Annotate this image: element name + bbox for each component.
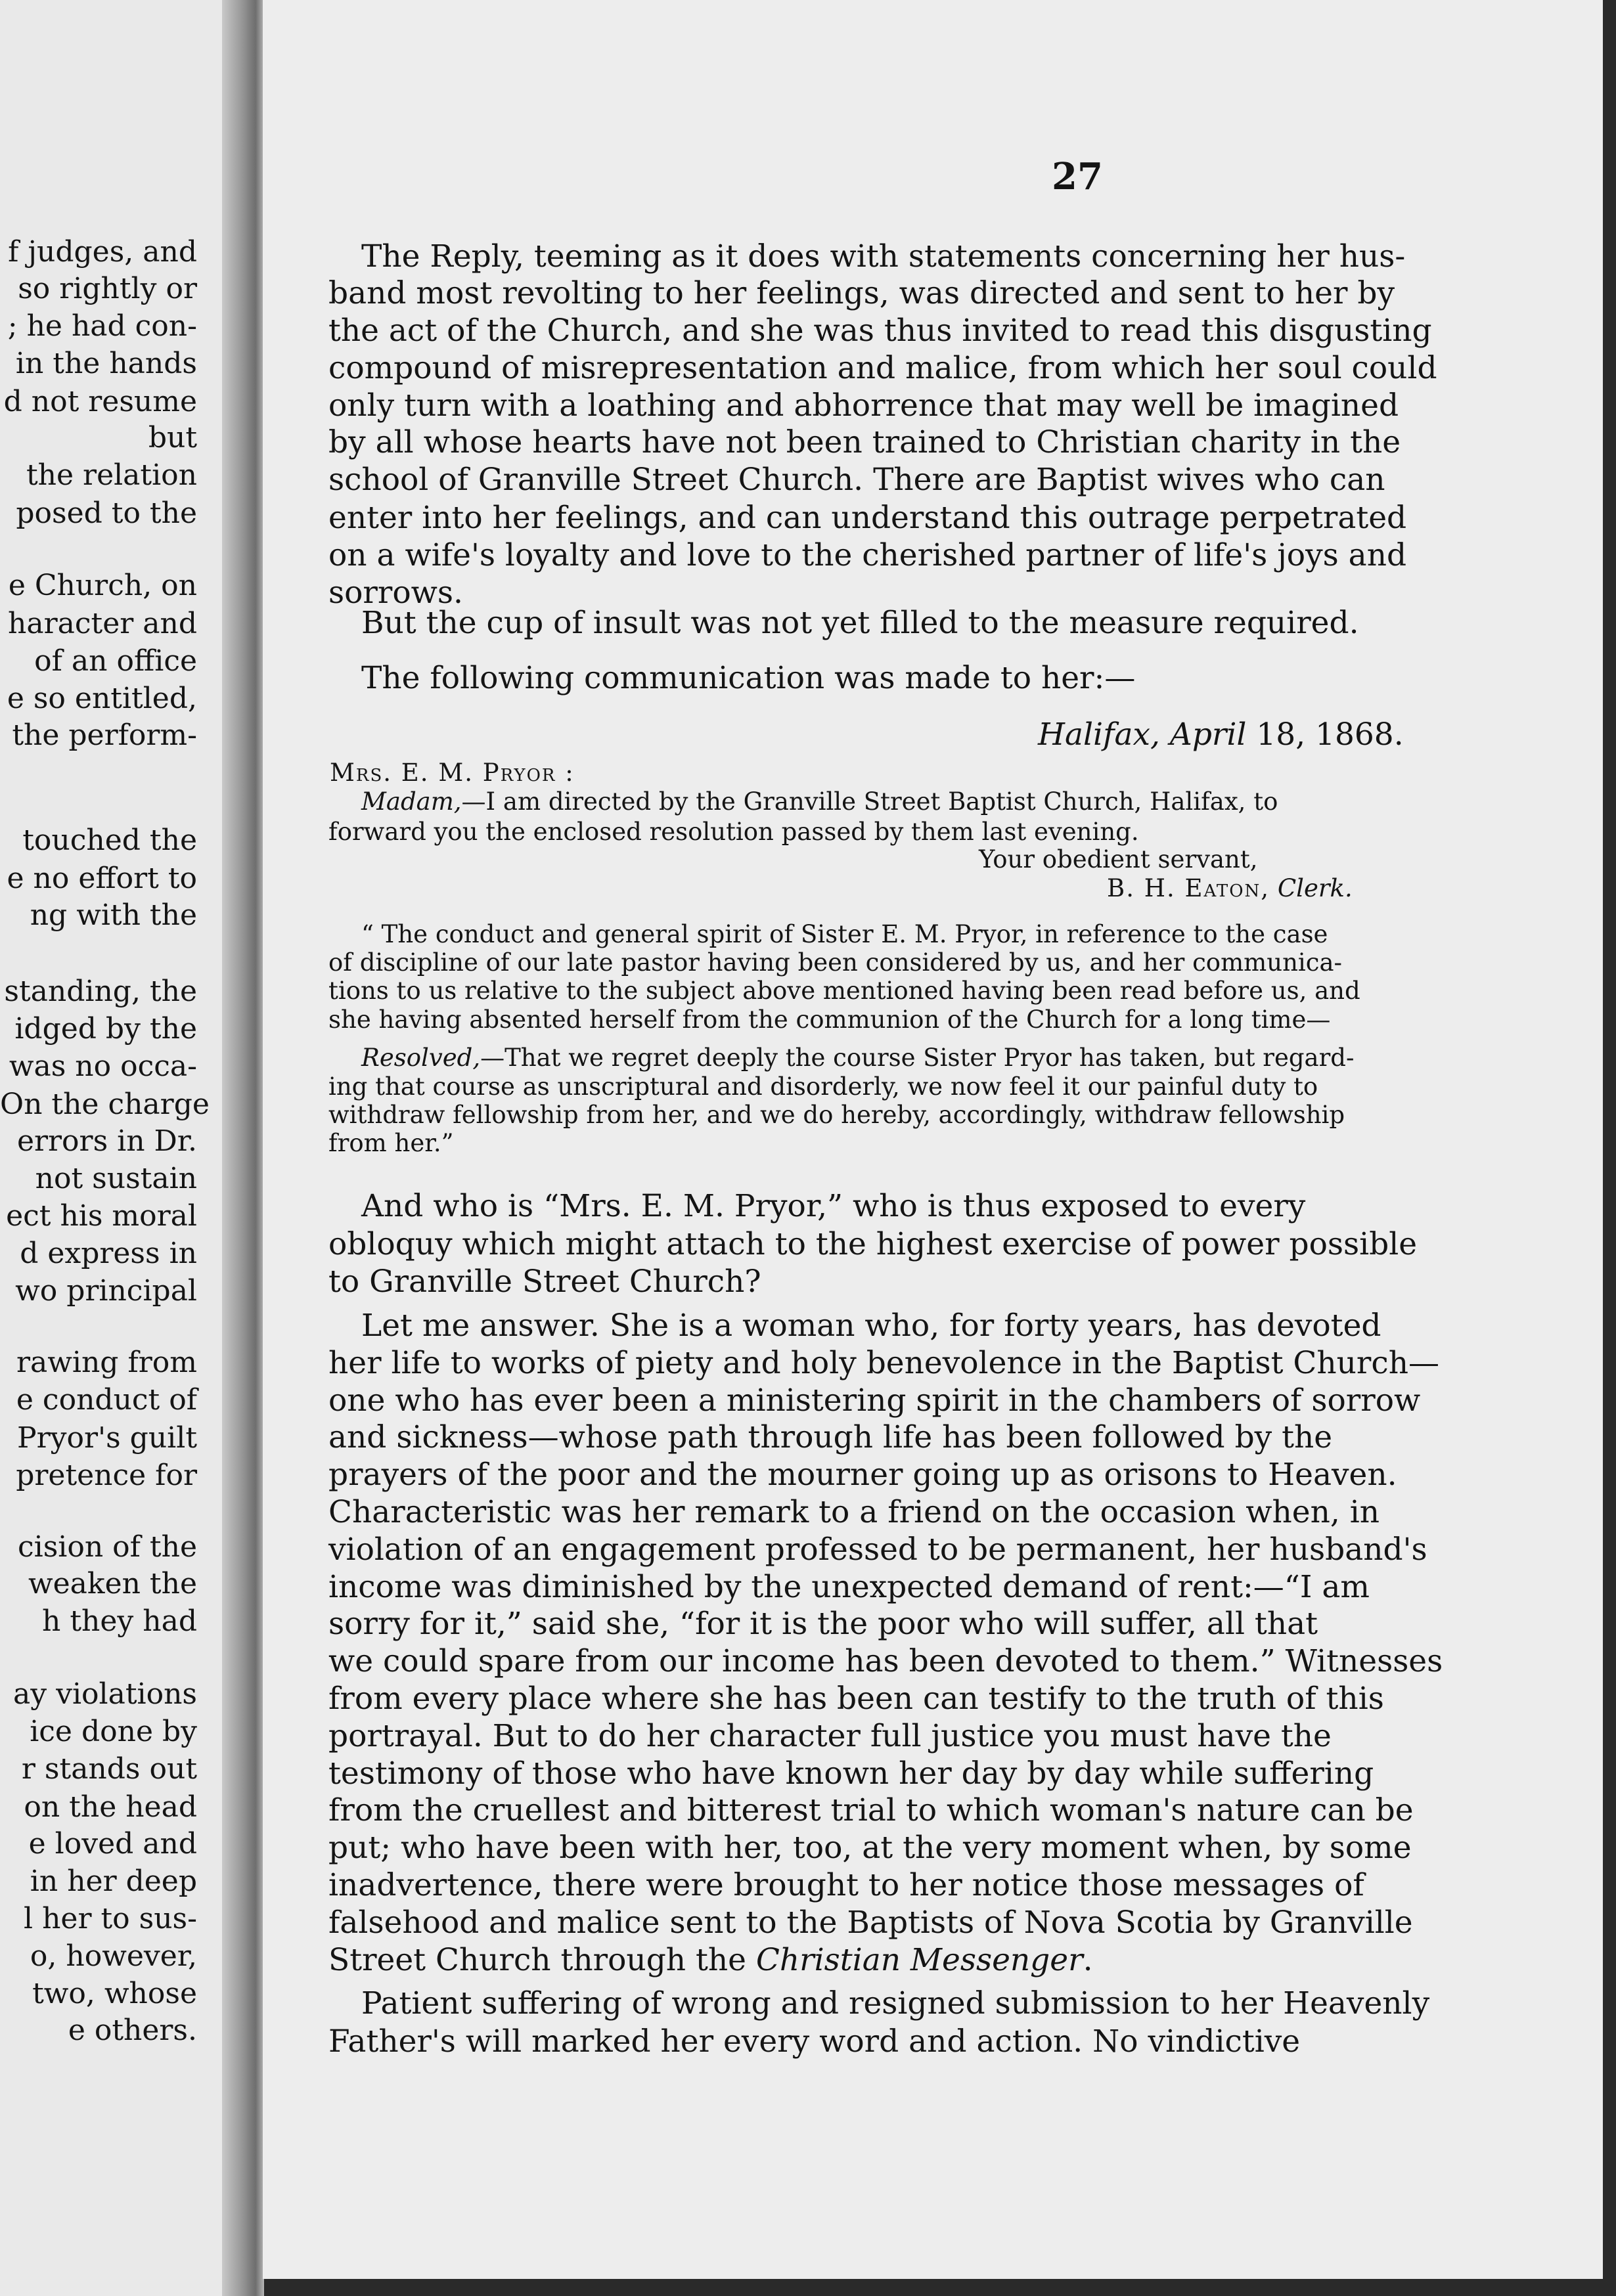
left-page-line-fragment: not sustain [35, 1162, 197, 1195]
answer-text: Street Church through the [328, 1942, 756, 1978]
left-page-line-fragment: h they had [42, 1604, 197, 1638]
left-page-line-fragment: in the hands [15, 347, 197, 380]
left-page-line-fragment: idged by the [14, 1012, 197, 1046]
letter-place: Halifax, [1038, 717, 1160, 753]
left-page-line-fragment: touched the [22, 824, 197, 857]
letter-body-line [361, 787, 1278, 817]
answer-paragraph-line: falsehood and malice sent to the Baptists of Nova Scotia by Granville [328, 1904, 1413, 1941]
reply-paragraph-line: The Reply, teeming as it does with statements concerning her hus- [361, 238, 1406, 275]
resolution-line: tions to us relative to the subject above mentioned having been read before us, and [328, 977, 1360, 1005]
reply-paragraph-line: enter into her feelings, and can understand this outrage perpetrated [328, 500, 1407, 536]
left-page-line-fragment: standing, the [4, 975, 197, 1008]
resolved-line: withdraw fellowship from her, and we do hereby, accordingly, withdraw fellowship [328, 1101, 1345, 1129]
closing-paragraph-line: Father's will marked her every word and action. No vindictive [328, 2023, 1301, 2060]
left-page-line-fragment: on the head [24, 1790, 197, 1824]
answer-text-end: . [1083, 1942, 1093, 1978]
reply-paragraph-line: school of Granville Street Church. There are Baptist wives who can [328, 462, 1385, 498]
left-page-line-fragment: l her to sus- [24, 1902, 197, 1935]
answer-paragraph-line: from every place where she has been can testify to the truth of this [328, 1681, 1384, 1717]
left-page-line-fragment: d not resume [3, 385, 197, 418]
question-paragraph-line: obloquy which might attach to the highest exercise of power possible [328, 1226, 1418, 1262]
answer-paragraph-line: we could spare from our income has been devoted to them.” Witnesses [328, 1643, 1443, 1680]
left-page-line-fragment: ect his moral [6, 1199, 197, 1233]
left-page-line-fragment: rawing from [16, 1346, 197, 1379]
left-page-line-fragment: in her deep [30, 1865, 197, 1898]
left-page-edge [0, 0, 223, 2296]
answer-paragraph-line: portrayal. But to do her character full justice you must have the [328, 1717, 1332, 1754]
left-page-line-fragment: e Church, on [8, 569, 197, 602]
left-page-line-fragment: of an office [34, 644, 197, 678]
left-page-line-fragment: wo principal [15, 1274, 197, 1308]
resolved-label: Resolved, [361, 1044, 481, 1072]
left-page-line-fragment: weaken the [28, 1567, 197, 1601]
answer-paragraph-line [328, 1941, 1093, 1979]
answer-paragraph-line: from the cruellest and bitterest trial to which woman's nature can be [328, 1792, 1414, 1829]
left-page-line-fragment: e so entitled, [7, 682, 197, 715]
letter-date-month: April [1169, 717, 1247, 753]
right-page [263, 0, 1603, 2279]
question-paragraph-line: And who is “Mrs. E. M. Pryor,” who is thus exposed to every [361, 1188, 1306, 1224]
left-page-line-fragment: d express in [20, 1237, 197, 1270]
left-page-line-fragment: e loved and [28, 1827, 197, 1861]
letter-body-text: —I am directed by the Granville Street Baptist Church, Halifax, to [461, 787, 1278, 816]
closing-paragraph-line: Patient suffering of wrong and resigned submission to her Heavenly [361, 1985, 1430, 2021]
insult-paragraph: But the cup of insult was not yet filled to the measure required. [361, 605, 1359, 641]
page-number: 27 [1052, 155, 1103, 198]
left-page-line-fragment: but [148, 421, 197, 454]
answer-paragraph-line: inadvertence, there were brought to her notice those messages of [328, 1867, 1364, 1903]
left-page-line-fragment: f judges, and [8, 235, 197, 269]
answer-paragraph-line: testimony of those who have known her day by day while suffering [328, 1755, 1374, 1792]
left-page-line-fragment: r stands out [21, 1752, 197, 1786]
reply-paragraph-line: on a wife's loyalty and love to the cherished partner of life's joys and [328, 537, 1407, 573]
answer-paragraph-line: prayers of the poor and the mourner going up as orisons to Heaven. [328, 1457, 1397, 1493]
left-page-line-fragment: e conduct of [16, 1383, 197, 1417]
left-page-line-fragment: pretence for [16, 1459, 197, 1492]
letter-signer: B. H. Eaton, [1107, 874, 1270, 902]
letter-addressee: Mrs. E. M. Pryor : [330, 759, 575, 787]
answer-paragraph-line: Characteristic was her remark to a friend on the occasion when, in [328, 1494, 1380, 1530]
reply-paragraph-line: the act of the Church, and she was thus invited to read this disgusting [328, 313, 1432, 349]
resolution-line: she having absented herself from the communion of the Church for a long time— [328, 1005, 1331, 1034]
question-paragraph-line: to Granville Street Church? [328, 1264, 761, 1300]
left-page-line-fragment: e no effort to [7, 862, 197, 895]
resolution-line: of discipline of our late pastor having been considered by us, and her communica- [328, 948, 1343, 977]
letter-signer-title: Clerk. [1277, 874, 1353, 902]
left-page-line-fragment: two, whose [32, 1977, 197, 2010]
reply-paragraph-line: only turn with a loathing and abhorrence that may well be imagined [328, 387, 1399, 424]
reply-paragraph-line: compound of misrepresentation and malice, from which her soul could [328, 350, 1437, 386]
answer-paragraph-line: her life to works of piety and holy benevolence in the Baptist Church— [328, 1344, 1439, 1381]
left-page-line-fragment: errors in Dr. [16, 1124, 197, 1158]
answer-paragraph-line: income was diminished by the unexpected demand of rent:—“I am [328, 1568, 1370, 1605]
left-page-line-fragment: ng with the [30, 898, 197, 932]
left-page-line-fragment: the perform- [12, 718, 197, 752]
left-page-line-fragment: posed to the [16, 497, 197, 530]
left-page-line-fragment: Pryor's guilt [16, 1421, 197, 1455]
resolved-line [361, 1043, 1355, 1073]
reply-paragraph-line: by all whose hearts have not been trained to Christian charity in the [328, 424, 1401, 460]
left-page-line-fragment: haracter and [8, 607, 197, 640]
publication-title: Christian Messenger [755, 1942, 1083, 1978]
letter-closing: Your obedient servant, [979, 845, 1258, 873]
left-page-line-fragment: On the charge [0, 1088, 210, 1121]
answer-paragraph-line: and sickness—whose path through life has been followed by the [328, 1419, 1333, 1456]
left-page-line-fragment: was no occa- [9, 1049, 197, 1083]
left-page-line-fragment: ay violations [13, 1677, 197, 1711]
left-page-line-fragment: cision of the [17, 1530, 197, 1564]
communication-intro: The following communication was made to her:— [361, 660, 1136, 696]
left-page-line-fragment: ; he had con- [7, 309, 197, 343]
resolved-line: ing that course as unscriptural and disorderly, we now feel it our painful duty to [328, 1072, 1318, 1101]
letter-body-line: forward you the enclosed resolution passed by them last evening. [328, 818, 1139, 846]
answer-paragraph-line: sorry for it,” said she, “for it is the poor who will suffer, all that [328, 1606, 1318, 1643]
reply-paragraph-line: sorrows. [328, 575, 463, 611]
answer-paragraph-line: put; who have been with her, too, at the very moment when, by some [328, 1830, 1412, 1866]
left-page-line-fragment: so rightly or [18, 272, 197, 305]
resolution-line: “ The conduct and general spirit of Sister E. M. Pryor, in reference to the case [361, 920, 1328, 948]
answer-paragraph-line: Let me answer. She is a woman who, for forty years, has devoted [361, 1308, 1381, 1344]
reply-paragraph-line: band most revolting to her feelings, was directed and sent to her by [328, 275, 1395, 311]
left-page-line-fragment: o, however, [30, 1939, 197, 1973]
left-page-line-fragment: e others. [68, 2014, 197, 2047]
letter-salutation: Madam, [361, 787, 462, 816]
answer-paragraph-line: violation of an engagement professed to be permanent, her husband's [328, 1531, 1427, 1568]
book-gutter [222, 0, 264, 2296]
letter-signature [1107, 873, 1353, 904]
resolved-text: —That we regret deeply the course Sister Pryor has taken, but regard- [480, 1044, 1355, 1072]
left-page-line-fragment: the relation [26, 458, 197, 492]
left-page-line-fragment: ice done by [30, 1715, 197, 1748]
answer-paragraph-line: one who has ever been a ministering spirit in the chambers of sorrow [328, 1382, 1421, 1419]
letter-dateline [1038, 716, 1404, 754]
letter-date-rest: 18, 1868. [1256, 717, 1404, 753]
resolved-line: from her.” [328, 1129, 454, 1157]
